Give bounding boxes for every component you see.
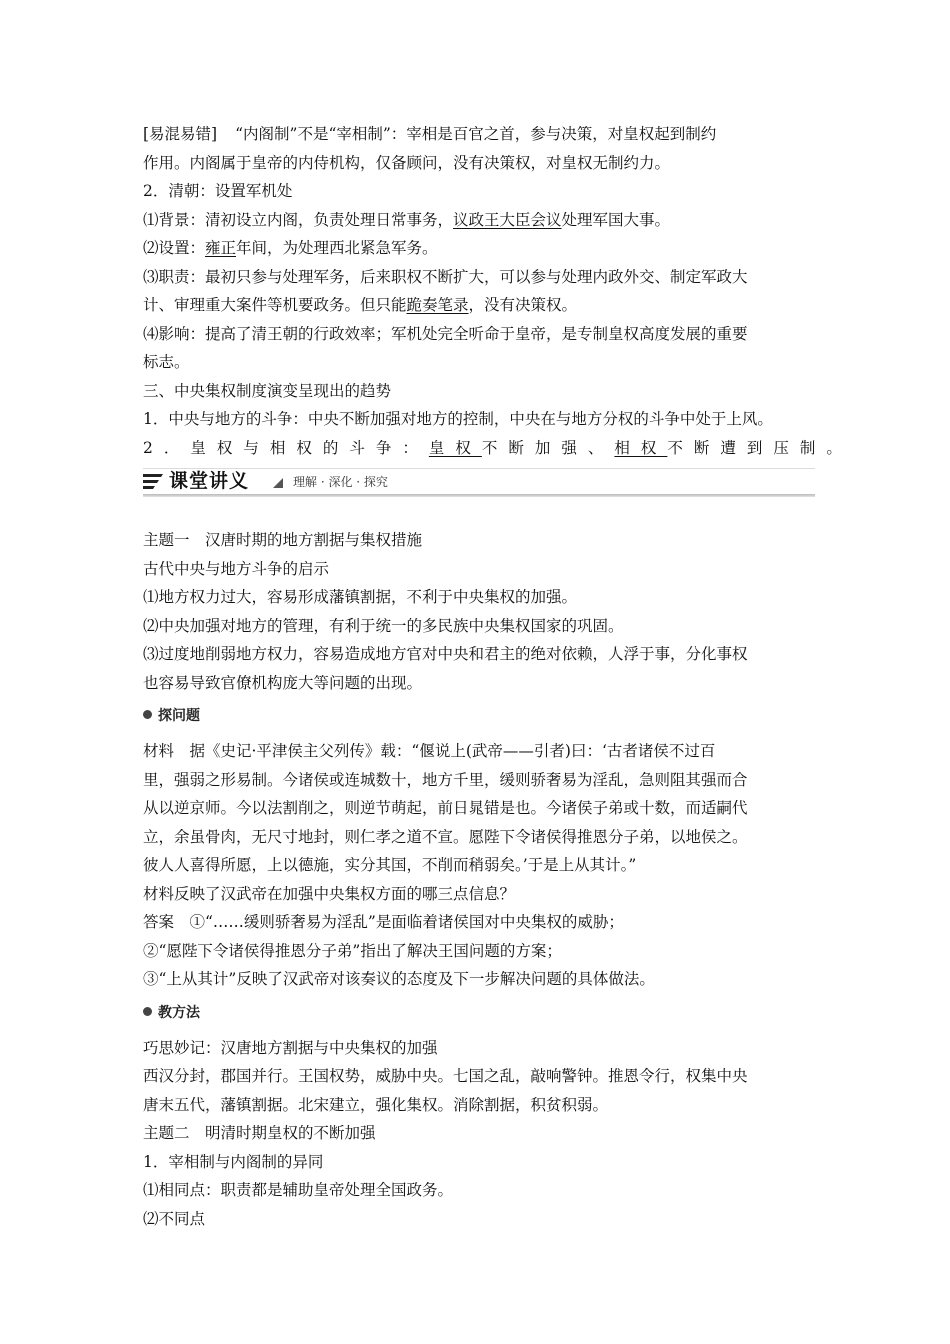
setup-line — [143, 234, 815, 263]
bullet-dot-icon — [143, 710, 152, 719]
duty-line-2 — [143, 291, 815, 320]
document-page — [143, 120, 853, 1233]
underlined-term: 跪奏笔录 — [406, 296, 469, 314]
answer-line-1: 答案 ①“……缓则骄奢易为淫乱”是面临着诸侯国对中央集权的威胁； — [143, 913, 624, 931]
mnemonic-line-2: 唐末五代，藩镇割据。北宋建立，强化集权。消除割据，积贫积弱。 — [143, 1095, 609, 1114]
difference-line: ⑵不同点 — [143, 1209, 206, 1228]
influence-line-2: 标志。 — [143, 353, 190, 371]
enlightenment-heading: 古代中央与地方斗争的启示 — [143, 559, 330, 578]
qing-heading: 2．清朝：设置军机处 — [143, 182, 293, 200]
section-banner — [143, 468, 815, 504]
similarity-line: ⑴相同点：职责都是辅助皇帝处理全国政务。 — [143, 1181, 454, 1199]
method-section-label — [143, 1002, 815, 1024]
duty-text: 计、审理重大案件等机要政务。但只能 — [143, 296, 407, 314]
trend-text: 2．皇权与相权的斗争： — [143, 438, 429, 457]
banner-triangle-icon — [271, 476, 285, 490]
underlined-term: 皇权 — [428, 438, 482, 457]
underlined-term: 议政王大臣会议 — [453, 210, 562, 229]
setup-text: ⑵设置： — [143, 239, 206, 257]
trend-text-mid: 不断加强、 — [481, 438, 615, 457]
underlined-term: 相权 — [614, 438, 668, 457]
explore-section-label — [143, 705, 815, 727]
influence-line-1: ⑷影响：提高了清王朝的行政效率；军机处完全听命于皇帝，是专制皇权高度发展的重要 — [143, 324, 748, 343]
duty-text-end: ，没有决策权。 — [468, 296, 578, 314]
tip-text: “内阁制”不是“宰相制”：宰相是百官之首，参与决策，对皇权起到制约 — [235, 125, 717, 143]
mnemonic-line-1: 西汉分封，郡国并行。王国权势，威胁中央。七国之乱，敲响警钟。推恩令行，权集中央 — [143, 1067, 748, 1085]
duty-line-1: ⑶职责：最初只参与处理军务，后来职权不断扩大，可以参与处理内政外交、制定军政大 — [143, 267, 748, 286]
topic1-heading: 主题一 汉唐时期的地方割据与集权措施 — [143, 531, 423, 549]
mnemonic-title: 巧思妙记：汉唐地方割据与中央集权的加强 — [143, 1038, 438, 1057]
banner-rule — [143, 494, 815, 497]
trend-line-2 — [143, 434, 853, 463]
compare-heading: 1．宰相制与内阁制的异同 — [143, 1152, 324, 1171]
bullet-dot-icon — [143, 1007, 152, 1016]
banner-title: 课堂讲义 — [169, 470, 250, 492]
trend-line-1: 1．中央与地方的斗争：中央不断加强对地方的控制，中央在与地方分权的斗争中处于上风。 — [143, 410, 773, 428]
banner-stripes-icon — [143, 472, 165, 492]
enlightenment-3b: 也容易导致官僚机构庞大等问题的出现。 — [143, 673, 423, 692]
tip-line — [143, 120, 815, 149]
background-text-end: 处理军国大事。 — [561, 210, 671, 229]
trend-heading: 三、中央集权制度演变呈现出的趋势 — [143, 381, 392, 400]
material-line-5: 彼人人喜得所愿，上以德施，实分其国，不削而稍弱矣。’于是上从其计。” — [143, 856, 637, 874]
banner-subtitle: 理解 · 深化 · 探究 — [293, 475, 388, 489]
question-text: 材料反映了汉武帝在加强中央集权方面的哪三点信息？ — [143, 884, 516, 903]
background-text: ⑴背景：清初设立内阁，负责处理日常事务， — [143, 210, 454, 229]
trend-text-end: 不断遭到压制。 — [667, 438, 853, 457]
underlined-term: 雍正 — [205, 239, 237, 257]
explore-label-text: 探问题 — [158, 708, 200, 724]
answer-line-3: ③“上从其计”反映了汉武帝对该奏议的态度及下一步解决问题的具体做法。 — [143, 970, 655, 988]
material-line-1: 材料 据《史记·平津侯主父列传》载：“偃说上(武帝——引者)曰：‘古者诸侯不过百 — [143, 742, 716, 760]
tip-continuation: 作用。内阁属于皇帝的内侍机构，仅备顾问，没有决策权，对皇权无制约力。 — [143, 153, 671, 172]
material-line-3: 从以逆京师。今以法割削之，则逆节萌起，前日晁错是也。今诸侯子弟或十数，而适嗣代 — [143, 799, 748, 817]
background-line — [143, 206, 815, 235]
material-line-2: 里，强弱之形易制。今诸侯或连城数十，地方千里，缓则骄奢易为淫乱，急则阻其强而合 — [143, 770, 748, 789]
answer-line-2: ②“愿陛下令诸侯得推恩分子弟”指出了解决王国问题的方案； — [143, 941, 562, 960]
enlightenment-1: ⑴地方权力过大，容易形成藩镇割据，不利于中央集权的加强。 — [143, 588, 578, 606]
tip-label: [易混易错] — [143, 125, 218, 143]
enlightenment-2: ⑵中央加强对地方的管理，有利于统一的多民族中央集权国家的巩固。 — [143, 616, 624, 635]
topic2-heading: 主题二 明清时期皇权的不断加强 — [143, 1124, 376, 1142]
method-label-text: 教方法 — [158, 1004, 200, 1021]
enlightenment-3a: ⑶过度地削弱地方权力，容易造成地方官对中央和君主的绝对依赖，人浮于事，分化事权 — [143, 645, 748, 663]
setup-text-end: 年间，为处理西北紧急军务。 — [236, 239, 438, 257]
material-line-4: 立，余虽骨肉，无尺寸地封，则仁孝之道不宣。愿陛下令诸侯得推恩分子弟，以地侯之。 — [143, 827, 748, 846]
